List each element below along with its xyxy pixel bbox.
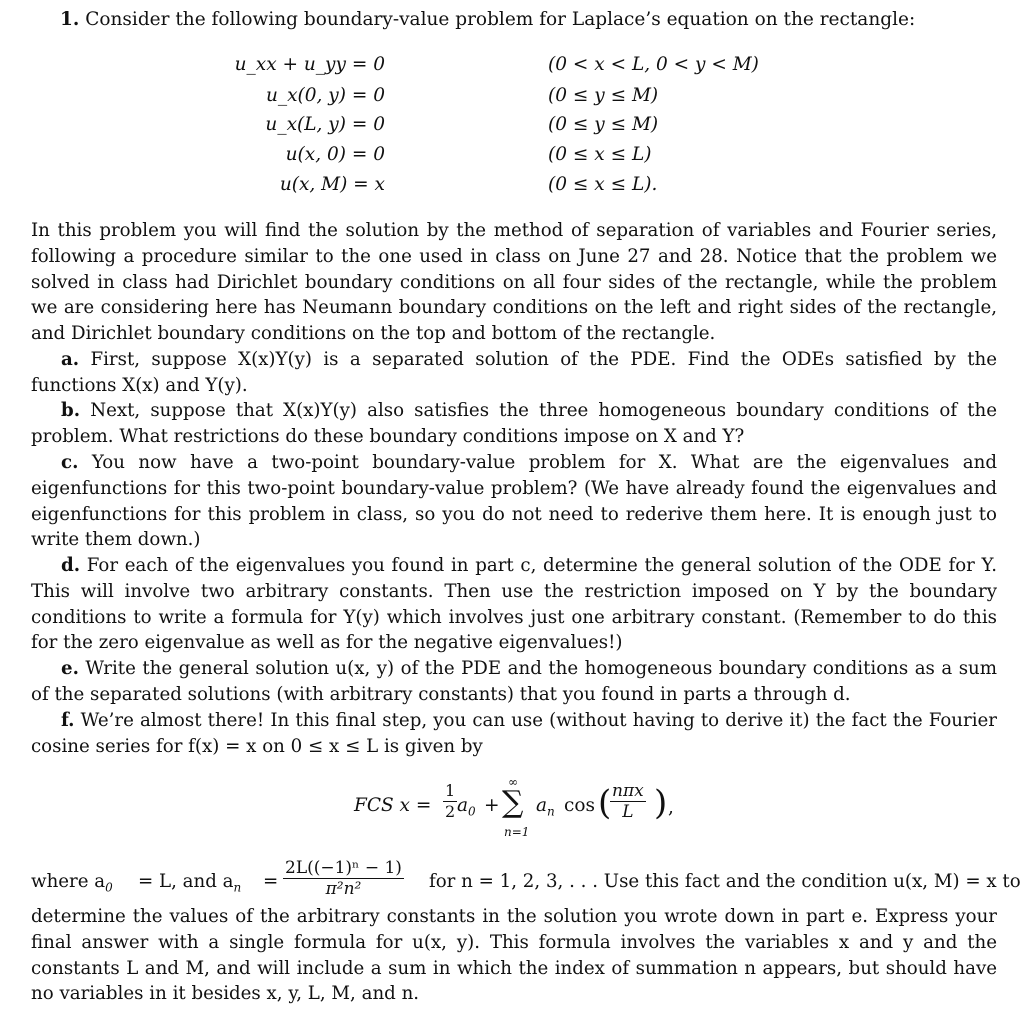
fcs-arg xyxy=(610,781,646,822)
part-f-text: We’re almost there! In this final step, you can use (without having to derive it) the fact the Fourier cosine series for f(x) = x on 0 ≤ x ≤ L is given by xyxy=(31,710,997,757)
fcs-lhs: FCS x = xyxy=(354,795,432,816)
part-f xyxy=(31,708,997,760)
equation-3-condition: (0 ≤ y ≤ M) xyxy=(548,114,659,135)
fcs-half xyxy=(443,781,457,822)
where-after: for n = 1, 2, 3, . . . Use this fact and the condition u(x, M) = x to xyxy=(429,871,1021,892)
part-b-label: b. xyxy=(61,400,81,421)
fcs-cos: cos xyxy=(564,795,595,816)
part-b-text: Next, suppose that X(x)Y(y) also satisfies the three homogeneous boundary conditions of the problem. What restrictions do these boundary conditions impose on X and Y? xyxy=(31,400,997,447)
part-e-text: Write the general solution u(x, y) of the PDE and the homogeneous boundary conditions as a sum of the separated solutions (with arbitrary constants) that you found in parts a through d. xyxy=(31,658,997,705)
part-e xyxy=(31,656,997,708)
equation-4-condition: (0 ≤ x ≤ L) xyxy=(548,144,652,165)
part-e-label: e. xyxy=(61,658,79,679)
equation-2-condition: (0 ≤ y ≤ M) xyxy=(548,85,659,106)
fcs-arg-num: nπx xyxy=(612,781,644,801)
part-a xyxy=(31,347,997,399)
an-coefficient-den: π²n² xyxy=(325,879,362,899)
part-d xyxy=(31,553,997,656)
fcs-plus: + xyxy=(484,795,500,816)
part-d-label: d. xyxy=(61,555,81,576)
fcs-paren-left: ( xyxy=(598,783,612,823)
fcs-half-den: 2 xyxy=(445,802,456,821)
fcs-arg-den: L xyxy=(622,802,634,822)
equation-1-lhs: u_xx + u_yy = 0 xyxy=(234,54,385,75)
part-a-label: a. xyxy=(61,349,80,370)
equation-2-lhs: u_x(0, y) = 0 xyxy=(265,85,385,106)
part-c-label: c. xyxy=(61,452,79,473)
equation-3-lhs: u_x(L, y) = 0 xyxy=(265,114,385,135)
where-eq: = xyxy=(263,871,279,892)
fcs-a0: $a_0$ xyxy=(457,795,476,819)
problem-heading xyxy=(60,7,1000,33)
equation-1-condition: (0 < x < L, 0 < y < M) xyxy=(548,54,759,75)
part-c-text: You now have a two-point boundary-value problem for X. What are the eigenvalues and eigenfunctions for this two-point boundary-value problem? (We have already found the eigenvalues and eigenfunctions for this problem in class, so you do not need to rederive them here. It is enough just to write them down.) xyxy=(31,452,997,551)
part-f-label: f. xyxy=(61,710,75,731)
equation-5-lhs: u(x, M) = x xyxy=(279,174,385,195)
fcs-tail: , xyxy=(668,797,674,818)
part-a-text: First, suppose X(x)Y(y) is a separated solution of the PDE. Find the ODEs satisfied by the functions X(x) and Y(y). xyxy=(31,349,997,396)
method-paragraph: In this problem you will find the solution by the method of separation of variables and Fourier series, following a procedure similar to the one used in class on June 27 and 28. Notice that the problem we solved in class had Dirichlet boundary conditions on all four sides of the rectangle, while the problem we are considering here has Neumann boundary conditions on the left and right sides of the rectangle, and Dirichlet boundary conditions on the top and bottom of the rectangle. xyxy=(31,220,997,345)
coefficient-line xyxy=(31,856,1021,908)
fcs-sum-bottom: n=1 xyxy=(504,825,530,839)
where-eq-L: = L, and $a_n$ xyxy=(138,871,242,895)
fcs-sum-top: ∞ xyxy=(508,775,518,789)
where-a0: where $a_0$ xyxy=(31,871,113,895)
final-instructions: determine the values of the arbitrary constants in the solution you wrote down in part e. Express your final answer with a single formula for u(x, y). This formula involves the variables x and y and the constants L and M, and will include a sum in which the index of summation n appears, but should have no variables in it besides x, y, L, M, and n. xyxy=(31,906,997,1005)
part-d-text: For each of the eigenvalues you found in part c, determine the general solution of the ODE for Y. This will involve two arbitrary constants. Then use the restriction imposed on Y by the boundary conditions to write a formula for Y(y) which involves just one arbitrary constant. (Remember to do this for the zero eigenvalue as well as for the negative eigenvalues!) xyxy=(31,555,997,654)
equation-5-condition: (0 ≤ x ≤ L). xyxy=(548,174,658,195)
part-c xyxy=(31,450,997,553)
problem-intro: Consider the following boundary-value problem for Laplace’s equation on the rectangle: xyxy=(85,9,916,30)
an-coefficient xyxy=(283,858,404,899)
fcs-sum-sign: ∑ xyxy=(502,785,524,820)
problem-number: 1. xyxy=(60,9,80,30)
fcs-paren-right: ) xyxy=(654,783,668,823)
equation-4-lhs: u(x, 0) = 0 xyxy=(285,144,385,165)
fcs-half-num: 1 xyxy=(445,781,456,800)
fcs-an: $a_n$ xyxy=(536,795,555,819)
part-b xyxy=(31,398,997,450)
an-coefficient-num: 2L((−1)ⁿ − 1) xyxy=(285,858,402,878)
